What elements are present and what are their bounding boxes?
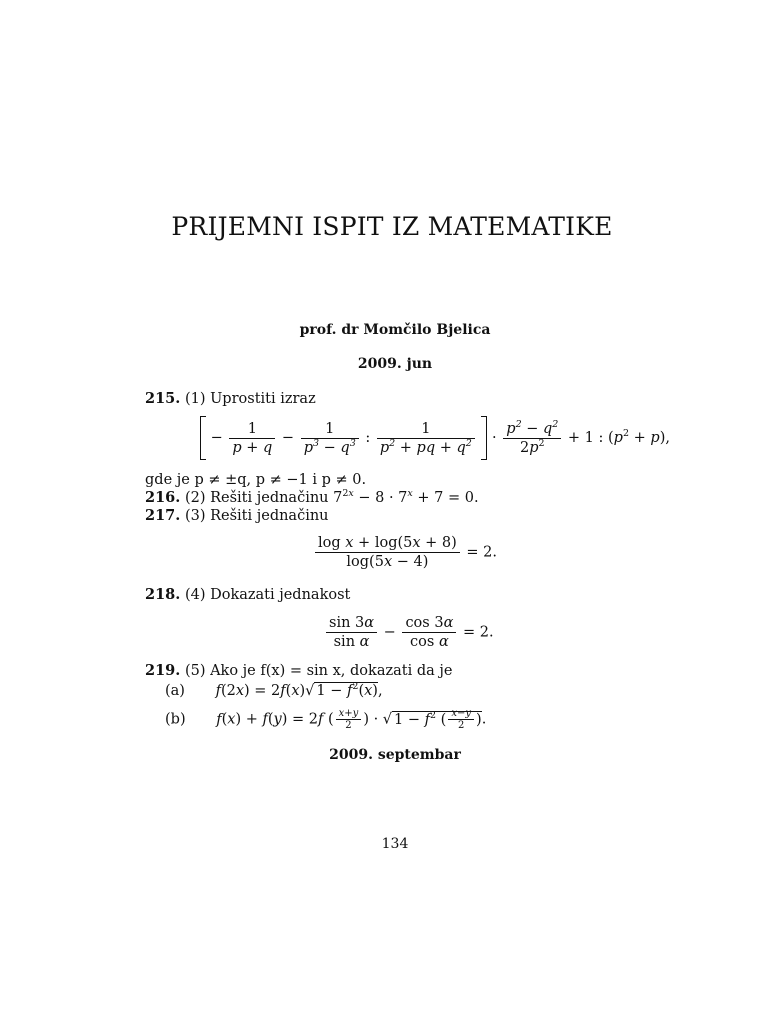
problem-text: (5) Ako je f(x) = sin x, dokazati da je bbox=[184, 663, 453, 679]
problem-text: (4) Dokazati jednakost bbox=[184, 587, 351, 603]
problem-217 bbox=[145, 507, 329, 524]
section-date: 2009. septembar bbox=[329, 747, 461, 763]
problem-218 bbox=[145, 586, 350, 603]
right-bracket bbox=[481, 416, 487, 460]
fraction: $\frac{\text{log x + log(5x + 8)}}{\log(5x - 4)}$ bbox=[315, 534, 460, 571]
fraction: $\frac{x-y}{2}$ bbox=[448, 708, 474, 731]
problem-number: 218. bbox=[145, 586, 181, 603]
fraction: $\frac{\sin 3\alpha}{\text{sin α}}$ bbox=[326, 614, 377, 651]
equation-218: $\frac{\sin 3\alpha}{\text{sin α}}$ − $\frac{\cos 3\alpha}{\text{cos α}}$ = 2. bbox=[324, 614, 494, 651]
document-title: PRIJEMNI ISPIT IZ MATEMATIKE bbox=[171, 212, 613, 241]
author-line: prof. dr Momčilo Bjelica bbox=[299, 322, 491, 338]
part-b: (b) f(x) + f(y) = 2f ( $\frac{x+y}{2}$ ) · √ $1 - f^2$ ( $\frac{x-y}{2}$ ). bbox=[165, 708, 487, 731]
part-label: (a) bbox=[165, 683, 185, 699]
problem-219 bbox=[145, 662, 452, 679]
fraction: $\frac{p^2 - q^2}{2p^2}$ bbox=[503, 420, 561, 457]
problem-text: (3) Rešiti jednačinu bbox=[184, 508, 329, 524]
problem-number: 219. bbox=[145, 662, 181, 679]
problem-text: (2) Rešiti jednačinu 7 bbox=[184, 490, 343, 506]
left-bracket bbox=[200, 416, 206, 460]
problem-number: 215. bbox=[145, 390, 181, 407]
fraction: $\frac{1}{p + q}$ bbox=[229, 420, 275, 457]
fraction: $\frac{\cos 3\alpha}{\text{cos α}}$ bbox=[402, 614, 456, 651]
condition-215: gde je p ≠ ±q, p ≠ −1 i p ≠ 0. bbox=[145, 472, 367, 488]
problem-number: 217. bbox=[145, 507, 181, 524]
equation-217: $\frac{\text{log x + log(5x + 8)}}{\log(5x - 4)}$ = 2. bbox=[313, 534, 497, 571]
fraction: $\frac{1}{p^2 + pq + q^2}$ bbox=[377, 420, 475, 457]
part-a: (a) f(2x) = 2f(x)√ $1 - f^2(x)$, bbox=[165, 681, 383, 699]
problem-number: 216. bbox=[145, 489, 181, 506]
problem-text: (1) Uprostiti izraz bbox=[184, 391, 316, 407]
problem-215 bbox=[145, 390, 316, 407]
page-number: 134 bbox=[381, 836, 409, 852]
fraction: $\frac{x+y}{2}$ bbox=[336, 708, 362, 731]
part-label: (b) bbox=[165, 711, 186, 728]
equation-215: − $\frac{1}{p + q}$ − $\frac{1}{p^3 - q^3}$ : $\frac{1}{p^2 + pq + q^2}$ · $\frac{p^2 - q^2}{2p^2}$ + 1 : $(p^2 + p)$, bbox=[200, 416, 670, 460]
problem-216: 216. (2) Rešiti jednačinu $7^{2x} - 8 \cdot 7^x + 7 = 0$. bbox=[145, 488, 479, 506]
section-date: 2009. jun bbox=[357, 356, 433, 372]
fraction: $\frac{1}{p^3 - q^3}$ bbox=[301, 420, 359, 457]
